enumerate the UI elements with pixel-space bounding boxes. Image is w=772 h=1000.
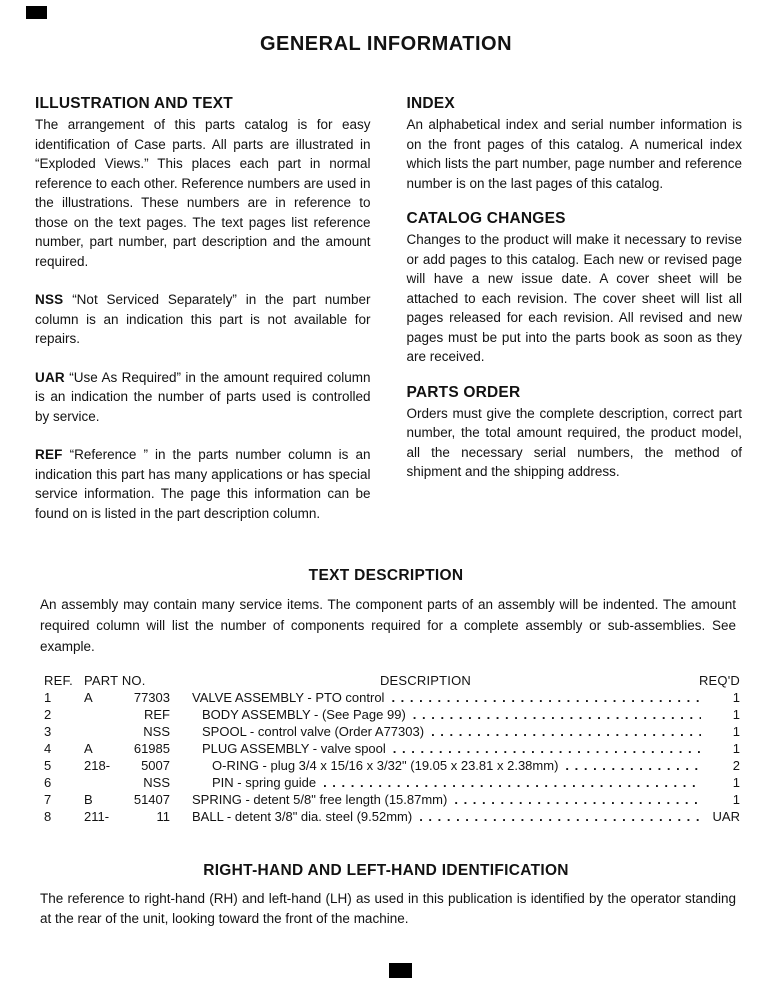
cell-reqd: 1 bbox=[732, 690, 740, 705]
table-row bbox=[44, 723, 740, 740]
dot-leader bbox=[431, 723, 701, 740]
parts-order-heading: PARTS ORDER bbox=[406, 383, 521, 401]
table-row bbox=[44, 791, 740, 808]
dot-leader bbox=[391, 689, 701, 706]
cell-description: VALVE ASSEMBLY - PTO control bbox=[192, 690, 385, 705]
cell-description: SPOOL - control valve (Order A77303) bbox=[202, 724, 425, 739]
cell-ref: 1 bbox=[44, 690, 52, 705]
text-description-paragraph: An assembly may contain many service items. The component parts of an assembly will be indented. The amount required column will list the number of components required for a complete assembly or sub-assemblies. See example. bbox=[40, 597, 736, 654]
cell-part-prefix: A bbox=[84, 690, 93, 705]
cell-description: PIN - spring guide bbox=[212, 775, 317, 790]
parts-example-table bbox=[44, 672, 740, 825]
cell-reqd: 2 bbox=[732, 758, 740, 773]
illustration-and-text-paragraph: The arrangement of this parts catalog is for easy identification of Case parts. All parts are illustrated in “Exploded Views.” This places each part in normal reference to each other. Reference numbers are used in the illustrations. These numbers are in reference to those on the text pages. The text pages list reference number, part number, part description and the amount required. bbox=[35, 117, 371, 269]
catalog-changes-heading: CATALOG CHANGES bbox=[406, 210, 566, 227]
cell-ref: 4 bbox=[44, 741, 52, 756]
index-paragraph: An alphabetical index and serial number information is on the front pages of this catalog. A numerical index which lists the part number, page number and reference number is on the last pages of this catalog. bbox=[406, 117, 742, 191]
cell-part-number: 5007 bbox=[141, 758, 170, 773]
index-heading: INDEX bbox=[406, 95, 455, 112]
rh-lh-heading: RIGHT-HAND AND LEFT-HAND IDENTIFICATION bbox=[203, 862, 569, 879]
two-column-area bbox=[35, 95, 742, 523]
scan-mark-bottom bbox=[389, 963, 412, 978]
cell-description: BODY ASSEMBLY - (See Page 99) bbox=[202, 707, 406, 722]
ref-lead: REF bbox=[35, 447, 63, 462]
table-row bbox=[44, 808, 740, 825]
ref-text: “Reference ” in the parts number column is an indication this part has many applications or has special service information. The page this information can be found on is listed in the part description column. bbox=[35, 447, 371, 521]
table-row bbox=[44, 706, 740, 723]
cell-description: SPRING - detent 5/8" free length (15.87mm) bbox=[192, 792, 448, 807]
cell-ref: 6 bbox=[44, 775, 52, 790]
table-header-row bbox=[44, 672, 740, 689]
cell-description: BALL - detent 3/8" dia. steel (9.52mm) bbox=[192, 809, 413, 824]
cell-part-number: 77303 bbox=[133, 690, 170, 705]
cell-part-number: NSS bbox=[143, 724, 170, 739]
header-ref: REF. bbox=[44, 673, 73, 688]
cell-reqd: 1 bbox=[732, 741, 740, 756]
cell-ref: 8 bbox=[44, 809, 52, 824]
header-part-no: PART NO. bbox=[84, 673, 146, 688]
cell-part-number: 51407 bbox=[133, 792, 170, 807]
uar-paragraph bbox=[35, 368, 371, 427]
catalog-changes-paragraph: Changes to the product will make it necessary to revise or add pages to this catalog. Each new or revised page will have a new issue date. A cover sheet will be attached to each revision. The cover sheet will list all pages released for each revision. All revised and new pages must be put into the parts book as soon as they are received. bbox=[406, 232, 742, 364]
header-reqd: REQ'D bbox=[698, 673, 740, 688]
nss-paragraph bbox=[35, 290, 371, 349]
cell-ref: 5 bbox=[44, 758, 52, 773]
cell-ref: 7 bbox=[44, 792, 52, 807]
cell-part-prefix: 218- bbox=[84, 758, 111, 773]
illustration-and-text-heading: ILLUSTRATION AND TEXT bbox=[35, 95, 233, 112]
left-column bbox=[35, 95, 371, 523]
scan-mark-top-left bbox=[26, 6, 47, 19]
cell-ref: 2 bbox=[44, 707, 52, 722]
text-description-heading: TEXT DESCRIPTION bbox=[308, 567, 464, 584]
cell-part-prefix: 211- bbox=[84, 809, 110, 824]
cell-description: O-RING - plug 3/4 x 15/16 x 3/32" (19.05 x 23.81 x 2.38mm) bbox=[212, 758, 559, 773]
nss-lead: NSS bbox=[35, 292, 64, 307]
cell-part-number: REF bbox=[144, 707, 170, 722]
cell-reqd: 1 bbox=[732, 724, 740, 739]
cell-ref: 3 bbox=[44, 724, 52, 739]
text-description-section bbox=[0, 567, 772, 657]
ref-paragraph bbox=[35, 445, 371, 523]
parts-order-paragraph: Orders must give the complete description, correct part number, the total amount required, the product model, all the necessary serial numbers, the method of shipment and the shipping address. bbox=[406, 405, 742, 479]
table-row bbox=[44, 740, 740, 757]
table-row bbox=[44, 689, 740, 706]
table-row bbox=[44, 757, 740, 774]
uar-lead: UAR bbox=[35, 369, 65, 385]
cell-part-number: 11 bbox=[156, 809, 170, 824]
dot-leader bbox=[413, 706, 701, 723]
table-row bbox=[44, 774, 740, 791]
dot-leader bbox=[393, 740, 701, 757]
cell-reqd: UAR bbox=[712, 809, 740, 824]
nss-text: “Not Serviced Separately” in the part number column is an indication this part is not available for repairs. bbox=[35, 292, 371, 346]
header-description: DESCRIPTION bbox=[379, 673, 471, 688]
cell-part-prefix: A bbox=[84, 741, 93, 756]
cell-part-number: 61985 bbox=[133, 741, 170, 756]
cell-part-prefix: B bbox=[84, 792, 93, 807]
cell-reqd: 1 bbox=[732, 792, 740, 807]
right-column bbox=[407, 95, 743, 523]
page-title: GENERAL INFORMATION bbox=[259, 33, 513, 55]
cell-description: PLUG ASSEMBLY - valve spool bbox=[202, 741, 386, 756]
cell-reqd: 1 bbox=[732, 707, 740, 722]
dot-leader bbox=[323, 774, 701, 791]
dot-leader bbox=[419, 808, 701, 825]
dot-leader bbox=[454, 791, 701, 808]
uar-text: “Use As Required” in the amount required column is an indication the number of parts used is controlled by service. bbox=[35, 369, 371, 424]
cell-part-number: NSS bbox=[143, 775, 170, 790]
rh-lh-paragraph: The reference to right-hand (RH) and left-hand (LH) as used in this publication is identified by the operator standing at the rear of the unit, looking toward the front of the machine. bbox=[40, 891, 736, 926]
cell-reqd: 1 bbox=[732, 775, 740, 790]
dot-leader bbox=[565, 757, 701, 774]
rh-lh-identification-section bbox=[0, 862, 772, 929]
